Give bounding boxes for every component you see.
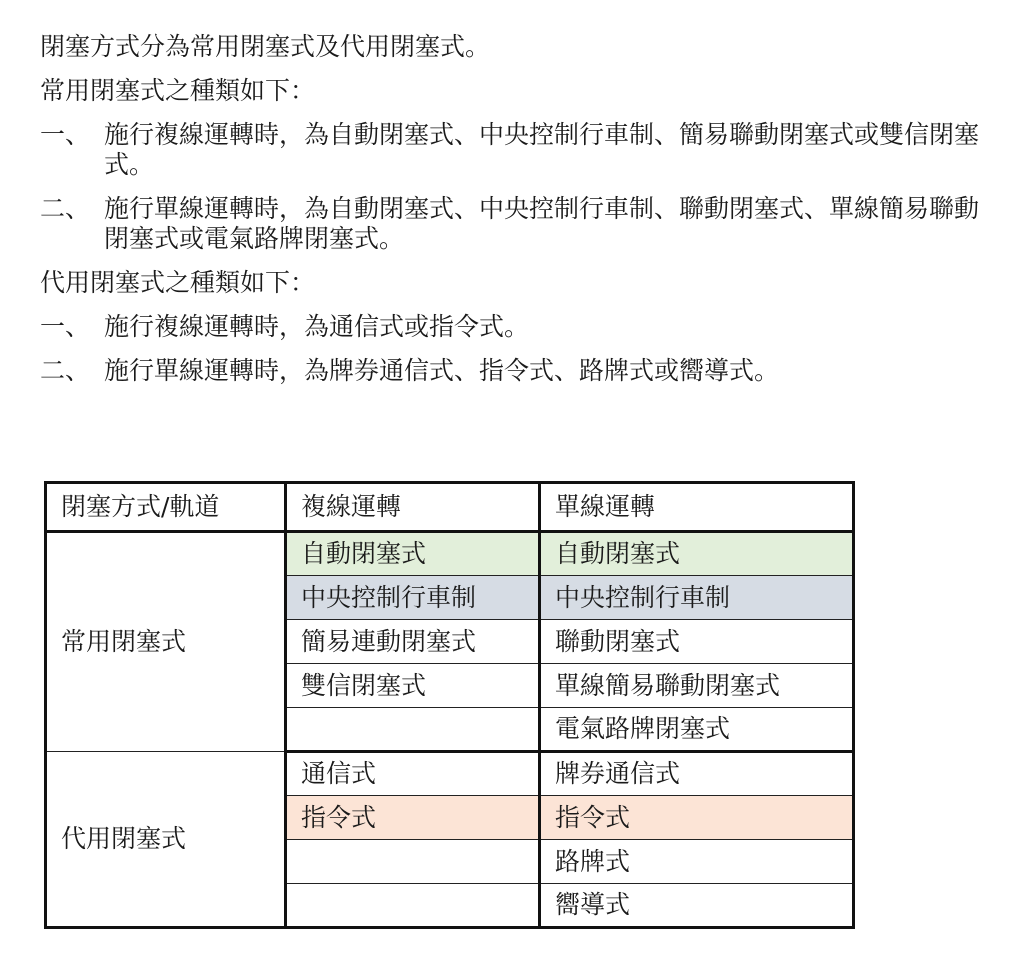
single-track-cell: 電氣路牌閉塞式	[540, 708, 854, 752]
regular-item-2	[40, 194, 1000, 254]
item-number: 二、	[40, 356, 91, 385]
double-track-cell: 指令式	[286, 796, 540, 840]
single-track-cell: 聯動閉塞式	[540, 620, 854, 664]
table-row	[46, 752, 854, 796]
double-track-cell	[286, 708, 540, 752]
single-track-cell: 指令式	[540, 796, 854, 840]
regular-item-1	[40, 120, 1000, 180]
single-track-cell: 自動閉塞式	[540, 532, 854, 576]
regular-heading: 常用閉塞式之種類如下：	[40, 76, 316, 105]
item-number: 二、	[40, 194, 91, 223]
item-text: 施行複線運轉時，為通信式或指令式。	[104, 312, 530, 341]
item-text: 施行單線運轉時，為牌券通信式、指令式、路牌式或嚮導式。	[104, 356, 780, 385]
item-text: 施行單線運轉時，為自動閉塞式、中央控制行車制、聯動閉塞式、單線簡易聯動閉塞式或電氣路牌閉塞式。	[104, 194, 980, 253]
header-single-track: 單線運轉	[540, 483, 854, 532]
single-track-cell: 嚮導式	[540, 884, 854, 928]
header-double-track: 複線運轉	[286, 483, 540, 532]
double-track-cell: 自動閉塞式	[286, 532, 540, 576]
group-label: 代用閉塞式	[46, 752, 286, 928]
header-method: 閉塞方式/軌道	[46, 483, 286, 532]
block-system-table	[44, 481, 855, 929]
substitute-group	[46, 752, 854, 928]
double-track-cell	[286, 884, 540, 928]
double-track-cell: 雙信閉塞式	[286, 664, 540, 708]
item-number: 一、	[40, 312, 91, 341]
item-text: 施行複線運轉時，為自動閉塞式、中央控制行車制、簡易聯動閉塞式或雙信閉塞式。	[104, 120, 980, 179]
item-number: 一、	[40, 120, 91, 149]
double-track-cell: 中央控制行車制	[286, 576, 540, 620]
group-label: 常用閉塞式	[46, 532, 286, 752]
double-track-cell: 簡易連動閉塞式	[286, 620, 540, 664]
substitute-heading: 代用閉塞式之種類如下：	[40, 268, 316, 297]
intro-paragraph: 閉塞方式分為常用閉塞式及代用閉塞式。	[40, 32, 491, 61]
single-track-cell: 中央控制行車制	[540, 576, 854, 620]
single-track-cell: 路牌式	[540, 840, 854, 884]
substitute-item-2	[40, 356, 1000, 386]
single-track-cell: 單線簡易聯動閉塞式	[540, 664, 854, 708]
double-track-cell: 通信式	[286, 752, 540, 796]
table-row	[46, 532, 854, 576]
double-track-cell	[286, 840, 540, 884]
regular-group	[46, 532, 854, 752]
substitute-item-1	[40, 312, 1000, 342]
single-track-cell: 牌券通信式	[540, 752, 854, 796]
table-header-row	[46, 483, 854, 532]
document-body	[40, 32, 1000, 400]
